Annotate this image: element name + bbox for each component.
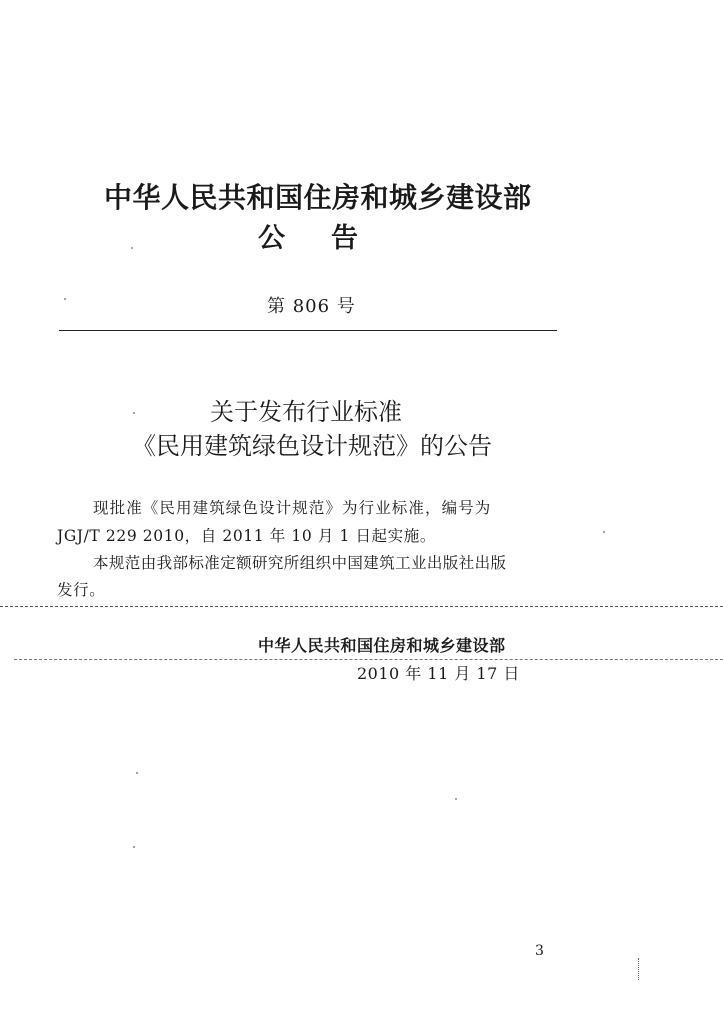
notice-label: 公告 bbox=[258, 223, 404, 254]
scan-dashed-divider-bottom bbox=[14, 659, 723, 660]
signature-date: 2010 年 11 月 17 日 bbox=[357, 664, 520, 683]
scan-speck bbox=[455, 798, 457, 800]
scan-speck bbox=[131, 247, 133, 249]
scan-edge-marks bbox=[638, 958, 639, 980]
scan-speck bbox=[64, 298, 66, 300]
ministry-title: 中华人民共和国住房和城乡建设部 bbox=[104, 181, 532, 214]
page-number: 3 bbox=[535, 943, 544, 959]
signature-organization: 中华人民共和国住房和城乡建设部 bbox=[258, 636, 506, 655]
scan-dashed-divider-top bbox=[0, 606, 723, 607]
scan-speck bbox=[133, 412, 135, 414]
notice-number: 第 806 号 bbox=[267, 296, 356, 317]
body-paragraph-1-line-2: JGJ/T 229 2010，自 2011 年 10 月 1 日起实施。 bbox=[57, 527, 436, 545]
subject-line-2: 《民用建筑绿色设计规范》的公告 bbox=[132, 432, 492, 460]
scan-speck bbox=[136, 772, 138, 774]
header-divider bbox=[59, 330, 557, 331]
body-paragraph-1-line-1: 现批准《民用建筑绿色设计规范》为行业标准，编号为 bbox=[93, 499, 492, 517]
subject-line-1: 关于发布行业标准 bbox=[210, 398, 402, 426]
scan-speck bbox=[133, 846, 135, 848]
body-paragraph-2-line-1: 本规范由我部标准定额研究所组织中国建筑工业出版社出版 bbox=[93, 554, 507, 572]
body-paragraph-2-line-2: 发行。 bbox=[57, 581, 106, 599]
scan-speck bbox=[603, 531, 605, 533]
